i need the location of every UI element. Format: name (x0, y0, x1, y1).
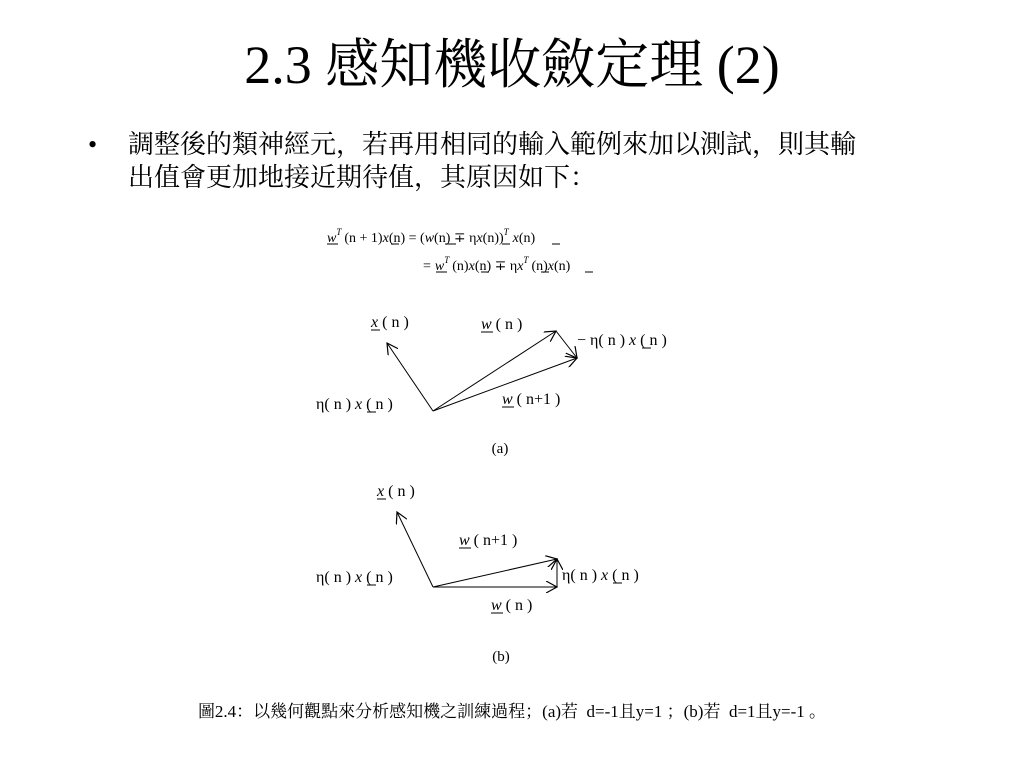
diagram-a-caption: (a) (491, 441, 509, 457)
a-neg-eta-x-label: − η( n ) x ( n ) (577, 332, 667, 349)
bullet-marker: • (88, 130, 98, 159)
correction-vector-arrow (556, 331, 577, 358)
b-w-label: w ( n ) (491, 597, 533, 614)
w-next-vector-arrow (433, 559, 557, 587)
slide-title: 2.3 感知機收斂定理 (2) (244, 35, 780, 95)
bullet-line-2: 出值會更加地接近期待值，其原因如下： (128, 163, 597, 192)
x-vector-arrow (397, 512, 433, 587)
a-w-next-label: w ( n+1 ) (502, 391, 561, 408)
b-x-label: x ( n ) (377, 483, 415, 500)
figure-caption: 圖2.4：以幾何觀點來分析感知機之訓練過程；(a)若 d=-1且y=1 ；(b)若 d=1且y=-1 。 (197, 702, 827, 721)
b-eta-x-right-label: η( n ) x ( n ) (562, 567, 639, 584)
equation-line-2: = $w^T$ $(n)x(n) \mp \eta x^T$ (n)x(n) (423, 255, 571, 274)
a-eta-x-label: η( n ) x ( n ) (316, 396, 393, 413)
x-vector-arrow (387, 343, 433, 411)
diagram-b (316, 483, 639, 665)
b-eta-x-left-label: η( n ) x ( n ) (316, 569, 393, 586)
equation-line-1: $w^T$ $(n + 1)x(n) = (w(n) \mp \eta x(n))^T$ x(n) (327, 227, 536, 246)
b-w-next-label: w ( n+1 ) (459, 532, 518, 549)
bullet-line-1: 調整後的類神經元，若再用相同的輸入範例來加以測試，則其輸 (128, 130, 857, 159)
equation (327, 227, 593, 274)
diagram-b-caption: (b) (492, 649, 510, 665)
a-x-label: x ( n ) (371, 314, 409, 331)
diagram-a (316, 314, 667, 457)
a-w-label: w ( n ) (481, 316, 523, 333)
